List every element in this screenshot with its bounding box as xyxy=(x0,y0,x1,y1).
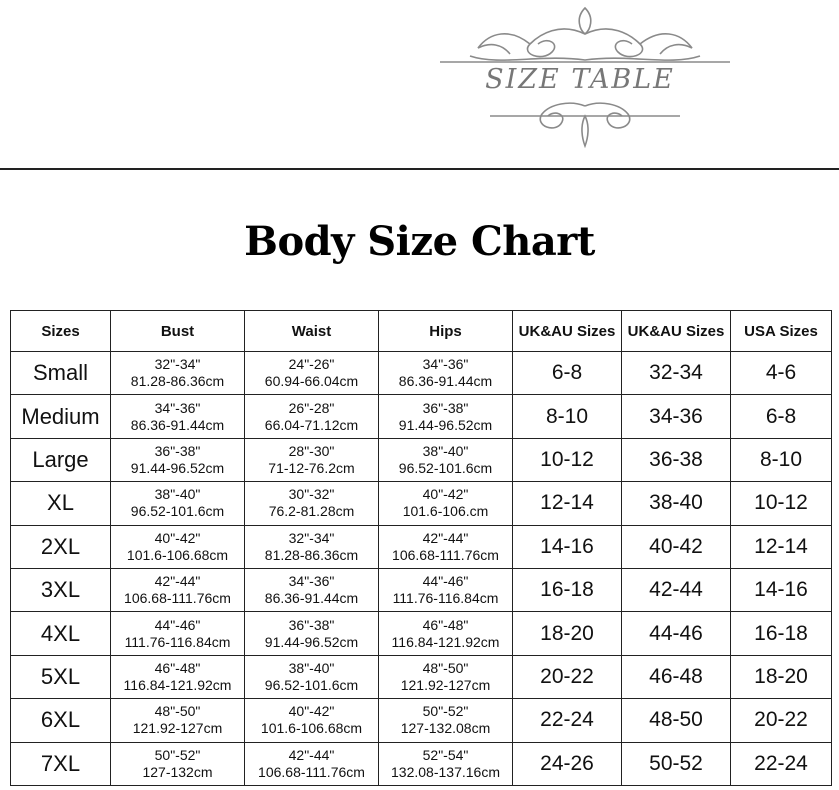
table-row xyxy=(11,568,832,611)
hips-centimeters: 121.92-127cm xyxy=(400,676,491,693)
table-body xyxy=(11,352,832,786)
waist-inches: 30"-32" xyxy=(288,486,335,503)
column-header-usa-sizes: USA Sizes xyxy=(731,311,832,352)
size-cell: 2XL xyxy=(11,525,111,568)
waist-centimeters: 96.52-101.6cm xyxy=(264,676,359,693)
uk-au-size-cell-2: 48-50 xyxy=(622,699,731,742)
table-row xyxy=(11,612,832,655)
usa-size-cell: 22-24 xyxy=(731,742,832,785)
table-row xyxy=(11,655,832,698)
bust-inches: 32"-34" xyxy=(154,356,201,373)
waist-centimeters: 91.44-96.52cm xyxy=(264,633,359,650)
bust-centimeters: 81.28-86.36cm xyxy=(130,373,225,390)
hips-inches: 36"-38" xyxy=(422,399,469,416)
bust-inches: 36"-38" xyxy=(154,442,201,459)
waist-centimeters: 86.36-91.44cm xyxy=(264,590,359,607)
size-table-logo-text: SIZE TABLE xyxy=(485,64,675,95)
hips-inches: 40"-42" xyxy=(422,486,469,503)
uk-au-size-cell: 8-10 xyxy=(513,395,622,438)
hips-inches: 46"-48" xyxy=(422,616,469,633)
table-row xyxy=(11,525,832,568)
hips-inches: 50"-52" xyxy=(422,703,469,720)
hips-cell xyxy=(379,438,513,481)
bust-inches: 50"-52" xyxy=(154,746,201,763)
waist-cell xyxy=(245,395,379,438)
bust-cell xyxy=(111,352,245,395)
bust-cell xyxy=(111,612,245,655)
table-row xyxy=(11,742,832,785)
usa-size-cell: 18-20 xyxy=(731,655,832,698)
hips-centimeters: 132.08-137.16cm xyxy=(391,763,500,780)
usa-size-cell: 12-14 xyxy=(731,525,832,568)
chart-title: Body Size Chart xyxy=(244,218,595,265)
hips-inches: 38"-40" xyxy=(422,442,469,459)
size-cell: 7XL xyxy=(11,742,111,785)
waist-centimeters: 106.68-111.76cm xyxy=(258,763,365,780)
hips-cell xyxy=(379,395,513,438)
hips-cell xyxy=(379,352,513,395)
bust-centimeters: 127-132cm xyxy=(142,763,213,780)
uk-au-size-cell: 14-16 xyxy=(513,525,622,568)
waist-inches: 38"-40" xyxy=(288,659,335,676)
hips-centimeters: 116.84-121.92cm xyxy=(391,633,500,650)
uk-au-size-cell: 22-24 xyxy=(513,699,622,742)
waist-inches: 26"-28" xyxy=(288,399,335,416)
uk-au-size-cell-2: 32-34 xyxy=(622,352,731,395)
uk-au-size-cell-2: 44-46 xyxy=(622,612,731,655)
hips-centimeters: 101.6-106.cm xyxy=(402,503,489,520)
uk-au-size-cell: 16-18 xyxy=(513,568,622,611)
waist-cell xyxy=(245,525,379,568)
column-header-sizes: Sizes xyxy=(11,311,111,352)
hips-centimeters: 106.68-111.76cm xyxy=(392,546,499,563)
waist-centimeters: 81.28-86.36cm xyxy=(264,546,359,563)
waist-cell xyxy=(245,655,379,698)
bust-inches: 34"-36" xyxy=(154,399,201,416)
size-cell: Small xyxy=(11,352,111,395)
uk-au-size-cell: 18-20 xyxy=(513,612,622,655)
hips-cell xyxy=(379,568,513,611)
bust-centimeters: 111.76-116.84cm xyxy=(124,633,231,650)
uk-au-size-cell-2: 36-38 xyxy=(622,438,731,481)
bust-cell xyxy=(111,482,245,525)
waist-inches: 24"-26" xyxy=(288,356,335,373)
waist-centimeters: 76.2-81.28cm xyxy=(268,503,355,520)
hips-inches: 48"-50" xyxy=(422,659,469,676)
hips-cell xyxy=(379,482,513,525)
table-row xyxy=(11,395,832,438)
bust-inches: 48"-50" xyxy=(154,703,201,720)
waist-centimeters: 101.6-106.68cm xyxy=(260,720,363,737)
bust-cell xyxy=(111,699,245,742)
waist-inches: 28"-30" xyxy=(288,442,335,459)
hips-centimeters: 91.44-96.52cm xyxy=(398,416,493,433)
column-header-uk-au-sizes: UK&AU Sizes xyxy=(513,311,622,352)
size-table xyxy=(10,310,832,786)
column-header-bust: Bust xyxy=(111,311,245,352)
bust-centimeters: 116.84-121.92cm xyxy=(123,676,232,693)
bust-inches: 38"-40" xyxy=(154,486,201,503)
hips-cell xyxy=(379,699,513,742)
hips-cell xyxy=(379,742,513,785)
hips-cell xyxy=(379,612,513,655)
size-cell: 6XL xyxy=(11,699,111,742)
table-row xyxy=(11,438,832,481)
waist-cell xyxy=(245,438,379,481)
bust-inches: 44"-46" xyxy=(154,616,201,633)
uk-au-size-cell: 6-8 xyxy=(513,352,622,395)
waist-inches: 34"-36" xyxy=(288,573,335,590)
uk-au-size-cell: 12-14 xyxy=(513,482,622,525)
uk-au-size-cell: 20-22 xyxy=(513,655,622,698)
uk-au-size-cell: 24-26 xyxy=(513,742,622,785)
waist-centimeters: 71-12-76.2cm xyxy=(268,459,355,476)
waist-inches: 40"-42" xyxy=(288,703,335,720)
hips-centimeters: 111.76-116.84cm xyxy=(392,590,499,607)
hips-cell xyxy=(379,655,513,698)
waist-inches: 42"-44" xyxy=(288,746,335,763)
size-cell: 5XL xyxy=(11,655,111,698)
usa-size-cell: 6-8 xyxy=(731,395,832,438)
uk-au-size-cell-2: 46-48 xyxy=(622,655,731,698)
hips-inches: 44"-46" xyxy=(422,573,469,590)
usa-size-cell: 16-18 xyxy=(731,612,832,655)
bust-cell xyxy=(111,395,245,438)
hips-centimeters: 96.52-101.6cm xyxy=(398,459,493,476)
usa-size-cell: 4-6 xyxy=(731,352,832,395)
size-cell: XL xyxy=(11,482,111,525)
uk-au-size-cell-2: 42-44 xyxy=(622,568,731,611)
header-divider xyxy=(0,168,839,170)
hips-inches: 34"-36" xyxy=(422,356,469,373)
waist-cell xyxy=(245,612,379,655)
waist-cell xyxy=(245,352,379,395)
uk-au-size-cell: 10-12 xyxy=(513,438,622,481)
bust-centimeters: 91.44-96.52cm xyxy=(130,459,225,476)
bust-inches: 40"-42" xyxy=(154,529,201,546)
waist-centimeters: 60.94-66.04cm xyxy=(264,373,359,390)
bust-inches: 46"-48" xyxy=(154,659,201,676)
hips-cell xyxy=(379,525,513,568)
waist-centimeters: 66.04-71.12cm xyxy=(264,416,359,433)
table-header-row xyxy=(11,311,832,352)
waist-cell xyxy=(245,482,379,525)
size-cell: 3XL xyxy=(11,568,111,611)
table-row xyxy=(11,482,832,525)
bust-inches: 42"-44" xyxy=(154,573,201,590)
uk-au-size-cell-2: 50-52 xyxy=(622,742,731,785)
hips-centimeters: 127-132.08cm xyxy=(400,720,491,737)
waist-inches: 32"-34" xyxy=(288,529,335,546)
table-row xyxy=(11,699,832,742)
bust-centimeters: 96.52-101.6cm xyxy=(130,503,225,520)
usa-size-cell: 20-22 xyxy=(731,699,832,742)
bust-cell xyxy=(111,525,245,568)
uk-au-size-cell-2: 38-40 xyxy=(622,482,731,525)
usa-size-cell: 8-10 xyxy=(731,438,832,481)
usa-size-cell: 10-12 xyxy=(731,482,832,525)
hips-inches: 42"-44" xyxy=(422,529,469,546)
bust-centimeters: 121.92-127cm xyxy=(132,720,223,737)
hips-inches: 52"-54" xyxy=(422,746,469,763)
table-row xyxy=(11,352,832,395)
uk-au-size-cell-2: 34-36 xyxy=(622,395,731,438)
waist-cell xyxy=(245,742,379,785)
waist-cell xyxy=(245,568,379,611)
bust-cell xyxy=(111,438,245,481)
bust-cell xyxy=(111,655,245,698)
waist-cell xyxy=(245,699,379,742)
size-cell: Medium xyxy=(11,395,111,438)
bust-cell xyxy=(111,568,245,611)
header xyxy=(0,0,839,168)
bust-centimeters: 86.36-91.44cm xyxy=(130,416,225,433)
column-header-hips: Hips xyxy=(379,311,513,352)
size-cell: 4XL xyxy=(11,612,111,655)
usa-size-cell: 14-16 xyxy=(731,568,832,611)
hips-centimeters: 86.36-91.44cm xyxy=(398,373,493,390)
bust-centimeters: 101.6-106.68cm xyxy=(126,546,229,563)
waist-inches: 36"-38" xyxy=(288,616,335,633)
column-header-waist: Waist xyxy=(245,311,379,352)
size-cell: Large xyxy=(11,438,111,481)
bust-centimeters: 106.68-111.76cm xyxy=(124,590,231,607)
uk-au-size-cell-2: 40-42 xyxy=(622,525,731,568)
bust-cell xyxy=(111,742,245,785)
column-header-uk-au-sizes-2: UK&AU Sizes xyxy=(622,311,731,352)
